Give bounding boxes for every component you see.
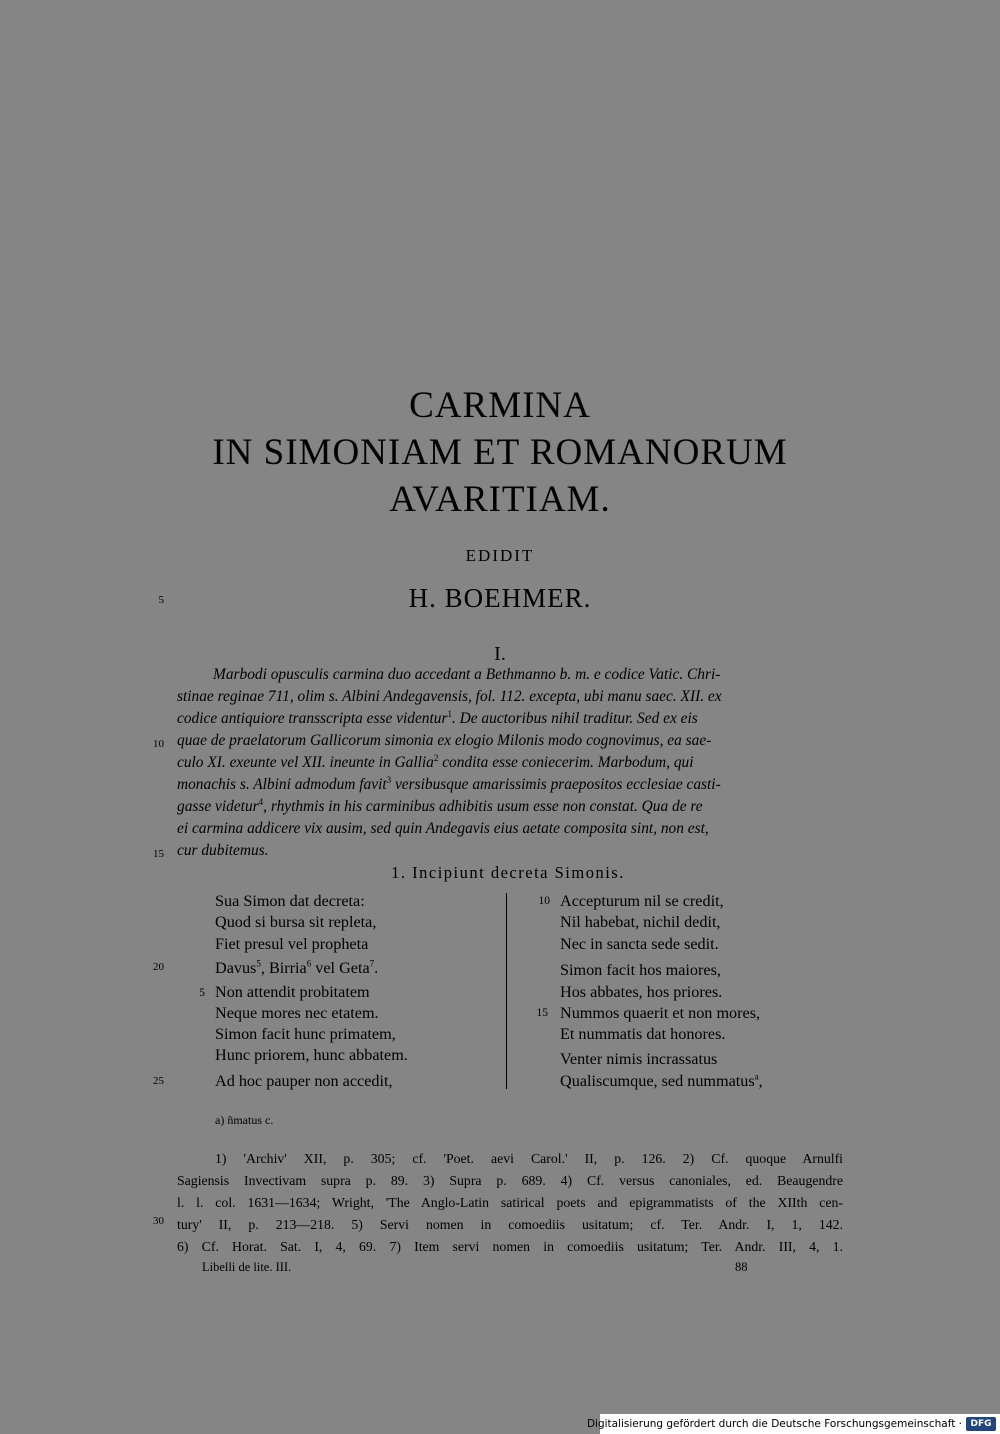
footnote-ref-4: 4: [258, 796, 264, 807]
intro-line-4: quae de praelatorum Gallicorum simonia ex elogio Milonis modo cognovimus, ea sae-: [177, 732, 712, 749]
verse-4-part-c: .: [374, 959, 379, 977]
footnote-ref-6: 6: [306, 958, 312, 969]
editor-name: H. BOEHMER.: [408, 583, 592, 613]
verse-left-2: Quod si bursa sit repleta,: [215, 913, 377, 931]
verse-number-5: 5: [199, 987, 205, 999]
intro-line-5: [177, 752, 843, 774]
verse-right-9-text: Qualiscumque, sed nummatus: [560, 1072, 755, 1090]
margin-number-5: 5: [158, 594, 164, 606]
footnote-ref-7: 7: [369, 958, 375, 969]
intro-line-5-text: culo XI. exeunte vel XII. ineunte in Gallia: [177, 754, 434, 771]
verse-left-8: Hunc priorem, hunc abbatem.: [215, 1046, 408, 1064]
intro-line-7-text: gasse videtur: [177, 798, 259, 815]
footnote-line-3: l. l. col. 1631—1634; Wright, 'The Anglo-Latin satirical poets and epigrammatists of the XIIth cen-: [177, 1195, 843, 1210]
title-line-2: IN SIMONIAM ET ROMANORUM: [212, 432, 788, 473]
intro-line-9: cur dubitemus.: [177, 842, 269, 859]
margin-number-15: 15: [153, 848, 164, 860]
critical-apparatus: a) ñmatus c.: [215, 1113, 274, 1127]
intro-line-7: [177, 796, 843, 818]
verse-left-1: Sua Simon dat decreta:: [215, 892, 365, 910]
verse-right-1: Accepturum nil se credit,: [560, 892, 724, 910]
footnote-ref-5: 5: [256, 958, 261, 969]
intro-line-1: Marbodi opusculis carmina duo accedant a Bethmanno b. m. e codice Vatic. Chri-: [213, 666, 721, 683]
intro-line-8: ei carmina addicere vix ausim, sed quin Andegavis eius aetate composita sint, non est,: [177, 820, 709, 837]
intro-line-6: [177, 774, 843, 796]
intro-line-3-rest: . De auctoribus nihil traditur. Sed ex eis: [451, 710, 698, 727]
verse-left-5: Non attendit probitatem: [215, 983, 370, 1001]
verse-left-7: Simon facit hunc primatem,: [215, 1025, 396, 1043]
attribution-text: Digitalisierung gefördert durch die Deutsche Forschungsgemeinschaft ·: [586, 1418, 962, 1430]
running-footer-number: 88: [735, 1260, 748, 1274]
intro-paragraph: [177, 664, 843, 862]
verse-right-8: Venter nimis incrassatus: [560, 1050, 718, 1068]
verse-4-part-b: vel Geta: [311, 959, 370, 977]
edidit-label: EDIDIT: [465, 546, 535, 565]
intro-line-3-text: codice antiquiore transscripta esse videntur: [177, 710, 448, 727]
intro-line-2: stinae reginae 711, olim s. Albini Andegavensis, fol. 112. excepta, ubi manu saec. XII. ex: [177, 688, 722, 705]
poem-title: 1. Incipiunt decreta Simonis.: [391, 863, 625, 882]
footnote-ref-1: 1: [447, 708, 452, 719]
margin-number-10: 10: [153, 738, 164, 750]
column-divider: [506, 893, 507, 1089]
verse-number-15: 15: [536, 1007, 548, 1019]
verse-4-part-a: , Birria: [260, 959, 307, 977]
footnote-ref-2: 2: [433, 752, 439, 763]
verse-left-4: [215, 958, 378, 978]
footnote-line-4: tury' II, p. 213—218. 5) Servi nomen in comoediis usitatum; cf. Ter. Andr. I, 1, 142.: [177, 1217, 843, 1232]
margin-number-25: 25: [153, 1075, 164, 1087]
footnote-line-1: 1) 'Archiv' XII, p. 305; cf. 'Poet. aevi Carol.' II, p. 126. 2) Cf. quoque Arnulfi: [215, 1151, 843, 1166]
intro-line-6-text: monachis s. Albini admodum favit: [177, 776, 387, 793]
margin-number-20: 20: [153, 961, 164, 973]
apparatus-ref-a: a: [754, 1071, 759, 1082]
running-footer-title: Libelli de lite. III.: [202, 1260, 292, 1274]
verse-left-6: Neque mores nec etatem.: [215, 1004, 379, 1022]
footnote-line-5: 6) Cf. Horat. Sat. I, 4, 69. 7) Item servi nomen in comoediis usitatum; Ter. Andr. III, 4, 1.: [177, 1239, 843, 1254]
verse-right-5: Hos abbates, hos priores.: [560, 983, 723, 1001]
dfg-logo-icon[interactable]: DFG: [966, 1417, 996, 1431]
footnote-line-2: Sagiensis Invectivam supra p. 89. 3) Supra p. 689. 4) Cf. versus canoniales, ed. Beaugendre: [177, 1173, 843, 1188]
footnotes: [177, 1148, 843, 1258]
verse-number-10: 10: [538, 895, 550, 907]
margin-number-30: 30: [153, 1215, 164, 1227]
footnote-ref-3: 3: [386, 774, 392, 785]
verse-left-9: Ad hoc pauper non accedit,: [215, 1072, 393, 1090]
verse-right-9: Qualiscumque, sed nummatus$^a$,: [560, 1071, 763, 1090]
intro-line-6-rest: versibusque amarissimis praepositos ecclesiae casti-: [391, 776, 721, 793]
title-line-3: AVARITIAM.: [389, 479, 611, 520]
verse-right-4: Simon facit hos maiores,: [560, 961, 721, 979]
verse-right-7: Et nummatis dat honores.: [560, 1025, 726, 1043]
verse-right-2: Nil habebat, nichil dedit,: [560, 913, 721, 931]
verse-left-3: Fiet presul vel propheta: [215, 935, 369, 953]
intro-line-7-rest: , rhythmis in his carminibus adhibitis usum esse non constat. Qua de re: [263, 798, 703, 815]
intro-line-3: [177, 708, 843, 730]
title-line-1: CARMINA: [409, 385, 591, 426]
intro-line-5-rest: condita esse coniecerim. Marbodum, qui: [438, 754, 694, 771]
verse-right-6: Nummos quaerit et non mores,: [560, 1004, 761, 1022]
verse-4-text: Davus: [215, 959, 257, 977]
section-number: I.: [494, 643, 506, 665]
verse-right-3: Nec in sancta sede sedit.: [560, 935, 719, 953]
